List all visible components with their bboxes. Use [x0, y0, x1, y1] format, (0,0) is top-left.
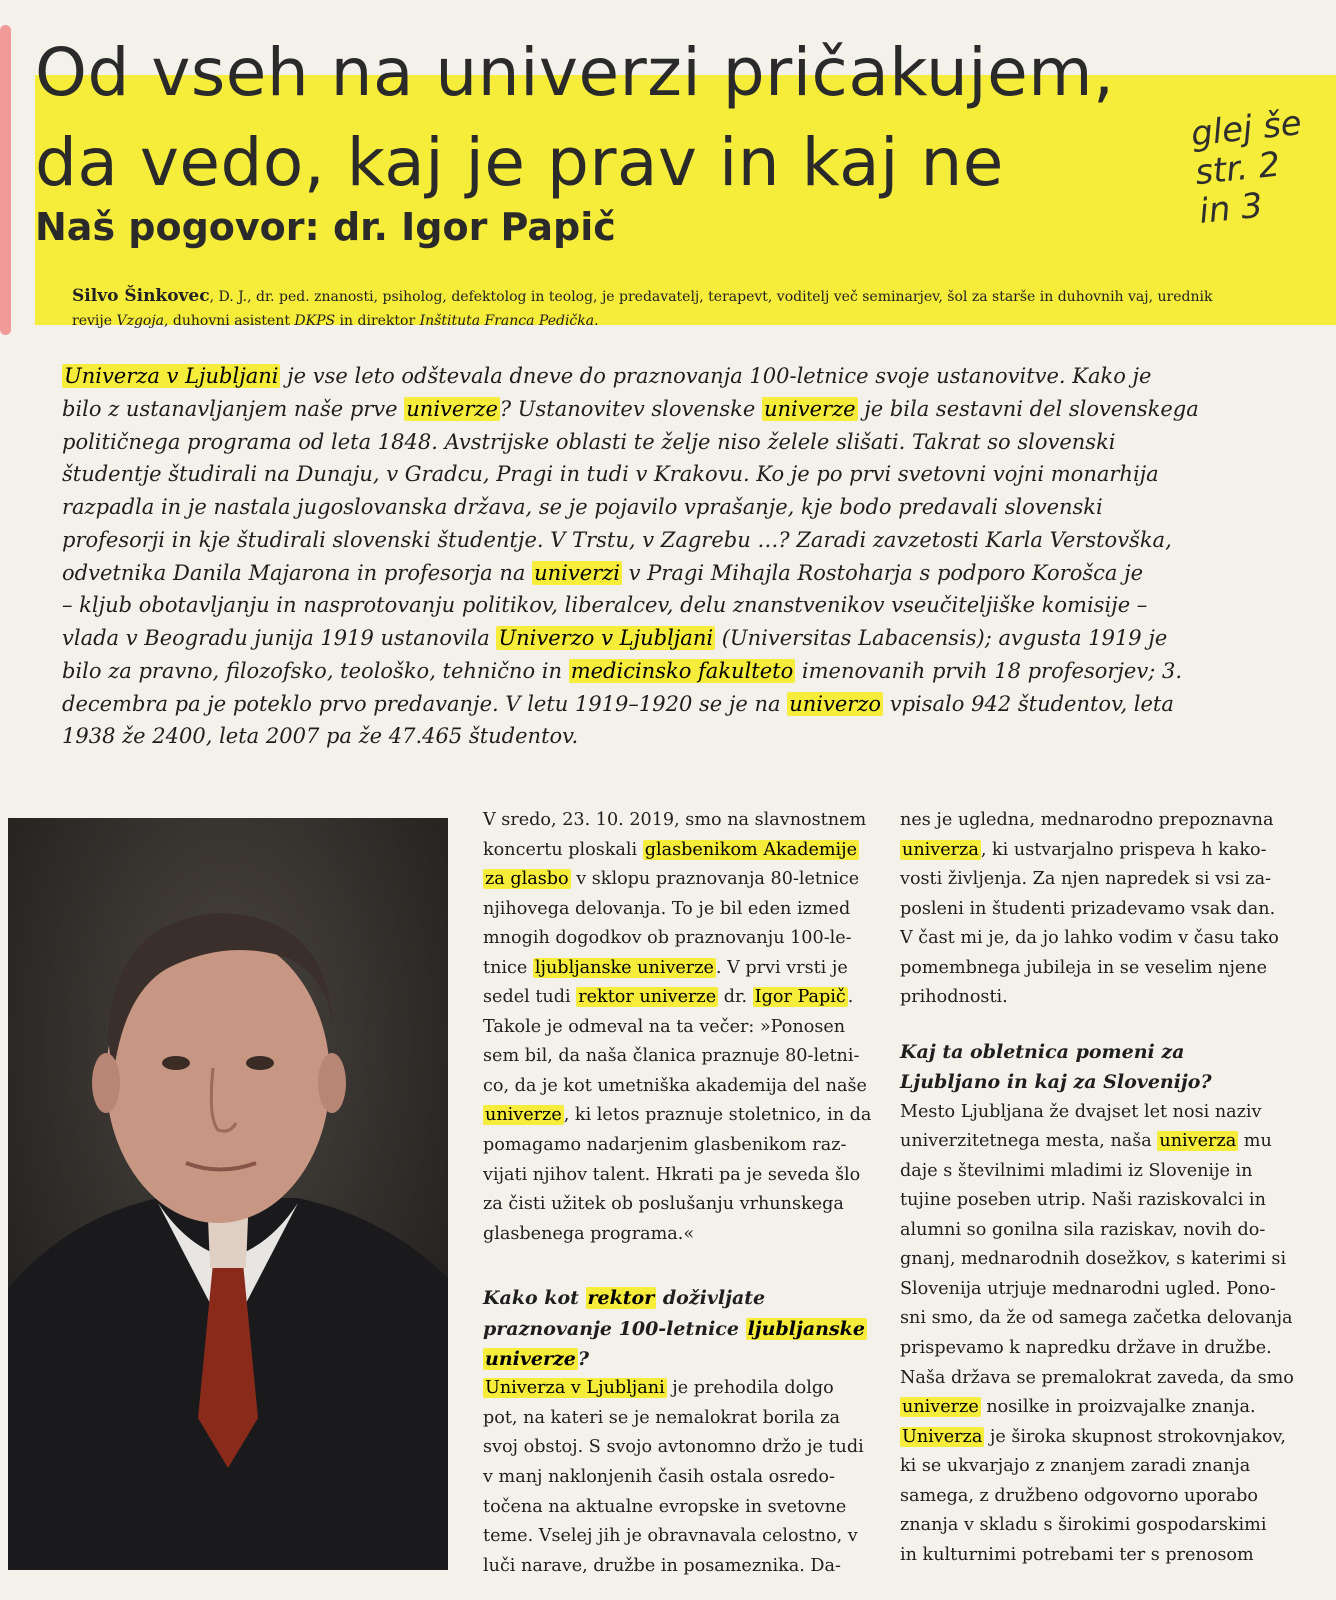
- text-line: ki se ukvarjajo z znanjem zaradi znanja: [900, 1456, 1251, 1477]
- text-fragment: tnice: [483, 957, 533, 978]
- spacer: [900, 1013, 1300, 1037]
- text-fragment: mu: [1238, 1131, 1272, 1152]
- highlight: univerze: [406, 396, 498, 421]
- text-line: [483, 865, 871, 895]
- text-fragment: doživljate: [656, 1287, 766, 1310]
- highlight: univerze: [763, 396, 856, 421]
- text-line: gnanj, mednarodnih dosežkov, s katerimi si: [900, 1249, 1287, 1270]
- text-line: posleni in študenti prizadevamo vsak dan.: [900, 898, 1276, 919]
- spacer: [483, 1249, 871, 1283]
- intro-line: [62, 655, 1212, 688]
- text-line: teme. Vselej jih je obravnavala celostno, v: [483, 1526, 858, 1547]
- highlight: univerza: [902, 839, 979, 860]
- text-line: za čisti užitek ob poslušanju vrhunskega: [483, 1194, 844, 1215]
- text-line: [483, 1101, 871, 1131]
- text-fragment: je prehodila dolgo: [666, 1378, 834, 1399]
- text-line: svoj obstoj. S svojo avtonomno držo je tudi: [483, 1437, 864, 1458]
- intro-line: [62, 360, 1212, 393]
- text-line: [900, 1423, 1300, 1453]
- text-fragment: koncertu ploskali: [483, 839, 643, 860]
- highlight: za glasbo: [485, 869, 569, 890]
- highlight: Univerza v Ljubljani: [485, 1378, 665, 1399]
- text-line: [900, 1393, 1300, 1423]
- text-line: prispevamo k napredku države in družbe.: [900, 1337, 1272, 1358]
- text-line: [900, 836, 1300, 866]
- intro-text: v Pragi Mihajla Rostoharja s podporo Korošca je: [621, 560, 1144, 585]
- intro-line: političnega programa od leta 1848. Avstrijske oblasti te želje niso želele slišati. Takrat so slovenski: [62, 429, 1116, 454]
- highlight: ljubljanske: [747, 1317, 865, 1340]
- author-bio-text: , D. J., dr. ped. znanosti, psiholog, defektolog in teolog, je predavatelj, terapevt, voditelj več seminarjev, šol za starše in duhovnih vaj, urednik: [209, 289, 1213, 305]
- text-line: točena na aktualne evropske in svetovne: [483, 1496, 847, 1517]
- text-fragment: Kako kot: [483, 1287, 586, 1310]
- highlight: glasbenikom Akademije: [644, 839, 858, 860]
- text-fragment: .: [847, 987, 854, 1008]
- text-line: njihovega delovanja. To je bil eden izmed: [483, 898, 851, 919]
- page-subtitle: Naš pogovor: dr. Igor Papič: [35, 205, 616, 249]
- text-line: [483, 1374, 871, 1404]
- handwritten-note: [1189, 101, 1336, 232]
- text-line: alumni so gonilna sila raziskav, novih do-: [900, 1219, 1266, 1240]
- text-line: vosti življenja. Za njen napredek si vsi za-: [900, 869, 1272, 890]
- portrait-illustration: [8, 818, 448, 1570]
- text-line: pomagamo nadarjenim glasbenikom raz-: [483, 1135, 847, 1156]
- intro-text: (Universitas Labacensis); avgusta 1919 je: [715, 626, 1168, 650]
- text-line: Naša država se premalokrat zaveda, da smo: [900, 1367, 1294, 1388]
- intro-text: bilo z ustanavljanjem naše prve: [62, 396, 405, 421]
- handnote-line-1: glej še: [1189, 103, 1304, 155]
- article-column-1: [483, 806, 871, 1581]
- text-line: [483, 954, 871, 984]
- author-name: Silvo Šinkovec: [72, 286, 210, 306]
- author-bio: [72, 282, 1262, 333]
- pink-margin-mark: [0, 25, 11, 335]
- text-line: in kulturnimi potrebami ter s prenosom: [900, 1544, 1254, 1565]
- intro-text: odvetnika Danila Majarona in profesorja na: [62, 560, 533, 585]
- question-heading: [483, 1314, 871, 1344]
- intro-text: decembra pa je poteklo prvo predavanje. V letu 1919–1920 se je na: [62, 691, 788, 716]
- question-heading: Ljubljano in kaj za Slovenijo?: [900, 1071, 1212, 1094]
- text-fragment: , ki letos praznuje stoletnico, in da: [563, 1105, 872, 1126]
- text-line: daje s številnimi mladimi iz Slovenije in: [900, 1160, 1253, 1181]
- magazine-name: Vzgoja: [116, 313, 165, 330]
- portrait-photo: [8, 818, 448, 1570]
- text-line: tujine poseben utrip. Naši raziskovalci in: [900, 1190, 1266, 1211]
- handnote-line-3: in 3: [1197, 185, 1265, 233]
- text-line: co, da je kot umetniška akademija del naše: [483, 1075, 867, 1096]
- highlight: rektor univerze: [578, 987, 717, 1008]
- title-line-2: da vedo, kaj je prav in kaj ne: [35, 123, 1004, 201]
- text-line: glasbenega programa.«: [483, 1223, 695, 1244]
- text-fragment: sedel tudi: [483, 987, 577, 1008]
- text-line: [900, 1127, 1300, 1157]
- text-line: nes je ugledna, mednarodno prepoznavna: [900, 810, 1274, 830]
- intro-text: bilo za pravno, filozofsko, teološko, tehnično in: [62, 658, 569, 683]
- question-heading: [483, 1283, 871, 1313]
- intro-text: vlada v Beogradu junija 1919 ustanovila: [62, 626, 497, 650]
- highlight: medicinsko fakulteto: [570, 658, 794, 683]
- intro-line: [62, 557, 1212, 590]
- text-fragment: , ki ustvarjalno prispeva h kako-: [980, 839, 1267, 860]
- title-line-1: Od vseh na univerzi pričakujem,: [35, 34, 1115, 111]
- text-line: luči narave, družbe in posameznika. Da-: [483, 1555, 841, 1576]
- intro-line: razpadla in je nastala jugoslovanska država, se je pojavilo vprašanje, kje bodo predavali slovenski: [62, 495, 1103, 519]
- text-fragment: dr.: [718, 987, 753, 1008]
- text-line: mnogih dogodkov ob praznovanju 100-le-: [483, 928, 852, 949]
- text-fragment: v sklopu praznovanja 80-letnice: [570, 869, 860, 890]
- author-bio-text-2: revije: [72, 313, 117, 330]
- question-heading: [483, 1344, 871, 1374]
- text-fragment: ?: [577, 1347, 590, 1370]
- text-line: samega, z družbeno odgovorno uporabo: [900, 1485, 1258, 1506]
- question-heading: Kaj ta obletnica pomeni za: [900, 1040, 1185, 1063]
- highlight: rektor: [587, 1287, 655, 1310]
- highlight: univerze: [485, 1347, 576, 1370]
- author-bio-end: .: [594, 313, 599, 330]
- author-bio-text-3: , duhovni asistent: [164, 313, 295, 330]
- page-title: [35, 28, 1235, 208]
- highlight: ljubljanske univerze: [534, 957, 714, 978]
- highlight: Igor Papič: [754, 987, 846, 1008]
- text-line: v manj naklonjenih časih ostala osredo-: [483, 1467, 835, 1488]
- intro-line: 1938 že 2400, leta 2007 pa že 47.465 študentov.: [62, 724, 579, 749]
- highlight: univerzo: [789, 691, 882, 716]
- dkps-name: DKPS: [294, 313, 336, 330]
- highlight: univerzi: [534, 560, 620, 585]
- highlight: univerza: [1159, 1131, 1237, 1152]
- intro-text: imenovanih prvih 18 profesorjev; 3.: [795, 658, 1182, 683]
- text-fragment: je široka skupnost strokovnjakov,: [984, 1426, 1286, 1447]
- text-line: Slovenija utrjuje mednarodni ugled. Pono-: [900, 1278, 1276, 1299]
- intro-line: – kljub obotavljanju in nasprotovanju politikov, liberalcev, delu znanstvenikov vseučiteljiške komisije –: [62, 593, 1148, 618]
- intro-line: [62, 622, 1212, 655]
- intro-line: profesorji in kje študirali slovenski študentje. V Trstu, v Zagrebu …? Zaradi zavzetosti Karla Verstovška,: [62, 527, 1172, 552]
- text-line: vijati njihov talent. Hkrati pa je seveda šlo: [483, 1164, 861, 1185]
- highlight: Univerza v Ljubljani: [64, 364, 279, 388]
- handnote-line-2: str. 2: [1193, 144, 1283, 194]
- text-line: V čast mi je, da jo lahko vodim v času tako: [900, 928, 1279, 949]
- text-line: [483, 836, 871, 866]
- highlight: Univerzo v Ljubljani: [498, 626, 714, 650]
- article-column-2: [900, 806, 1300, 1570]
- text-line: Mesto Ljubljana že dvajset let nosi naziv: [900, 1101, 1262, 1122]
- text-fragment: praznovanje 100-letnice: [483, 1317, 746, 1340]
- author-bio-text-4: in direktor: [335, 313, 420, 330]
- text-fragment: nosilke in proizvajalke znanja.: [980, 1397, 1256, 1418]
- intro-text: vpisalo 942 študentov, leta: [883, 691, 1174, 716]
- intro-line: [62, 393, 1212, 426]
- text-line: znanja v skladu s širokimi gospodarskimi: [900, 1515, 1267, 1536]
- text-line: sem bil, da naša članica praznuje 80-letni-: [483, 1046, 860, 1067]
- text-line: Takole je odmeval na ta večer: »Ponosen: [483, 1016, 846, 1037]
- text-line: [483, 983, 871, 1013]
- intro-text: je bila sestavni del slovenskega: [857, 396, 1199, 421]
- highlight: univerze: [485, 1105, 562, 1126]
- text-fragment: . V prvi vrsti je: [715, 957, 848, 978]
- highlight: Univerza: [902, 1426, 983, 1447]
- intro-paragraph: [62, 360, 1212, 753]
- intro-text: je vse leto odštevala dneve do praznovanja 100-letnice svoje ustanovitve. Kako je: [280, 364, 1152, 388]
- text-line: sni smo, da že od samega začetka delovanja: [900, 1308, 1293, 1329]
- institute-name: Inštituta Franca Pedička: [419, 313, 595, 330]
- intro-line: študentje študirali na Dunaju, v Gradcu, Pragi in tudi v Krakovu. Ko je po prvi svetovni vojni monarhija: [62, 462, 1159, 487]
- highlight: univerze: [902, 1397, 979, 1418]
- text-line: pomembnega jubileja in se veselim njene: [900, 957, 1268, 978]
- text-line: V sredo, 23. 10. 2019, smo na slavnostnem: [483, 810, 867, 830]
- intro-line: [62, 688, 1212, 721]
- text-fragment: univerzitetnega mesta, naša: [900, 1131, 1158, 1152]
- text-line: prihodnosti.: [900, 987, 1008, 1008]
- intro-text: ? Ustanovitev slovenske: [499, 396, 762, 421]
- text-line: pot, na kateri se je nemalokrat borila za: [483, 1407, 840, 1428]
